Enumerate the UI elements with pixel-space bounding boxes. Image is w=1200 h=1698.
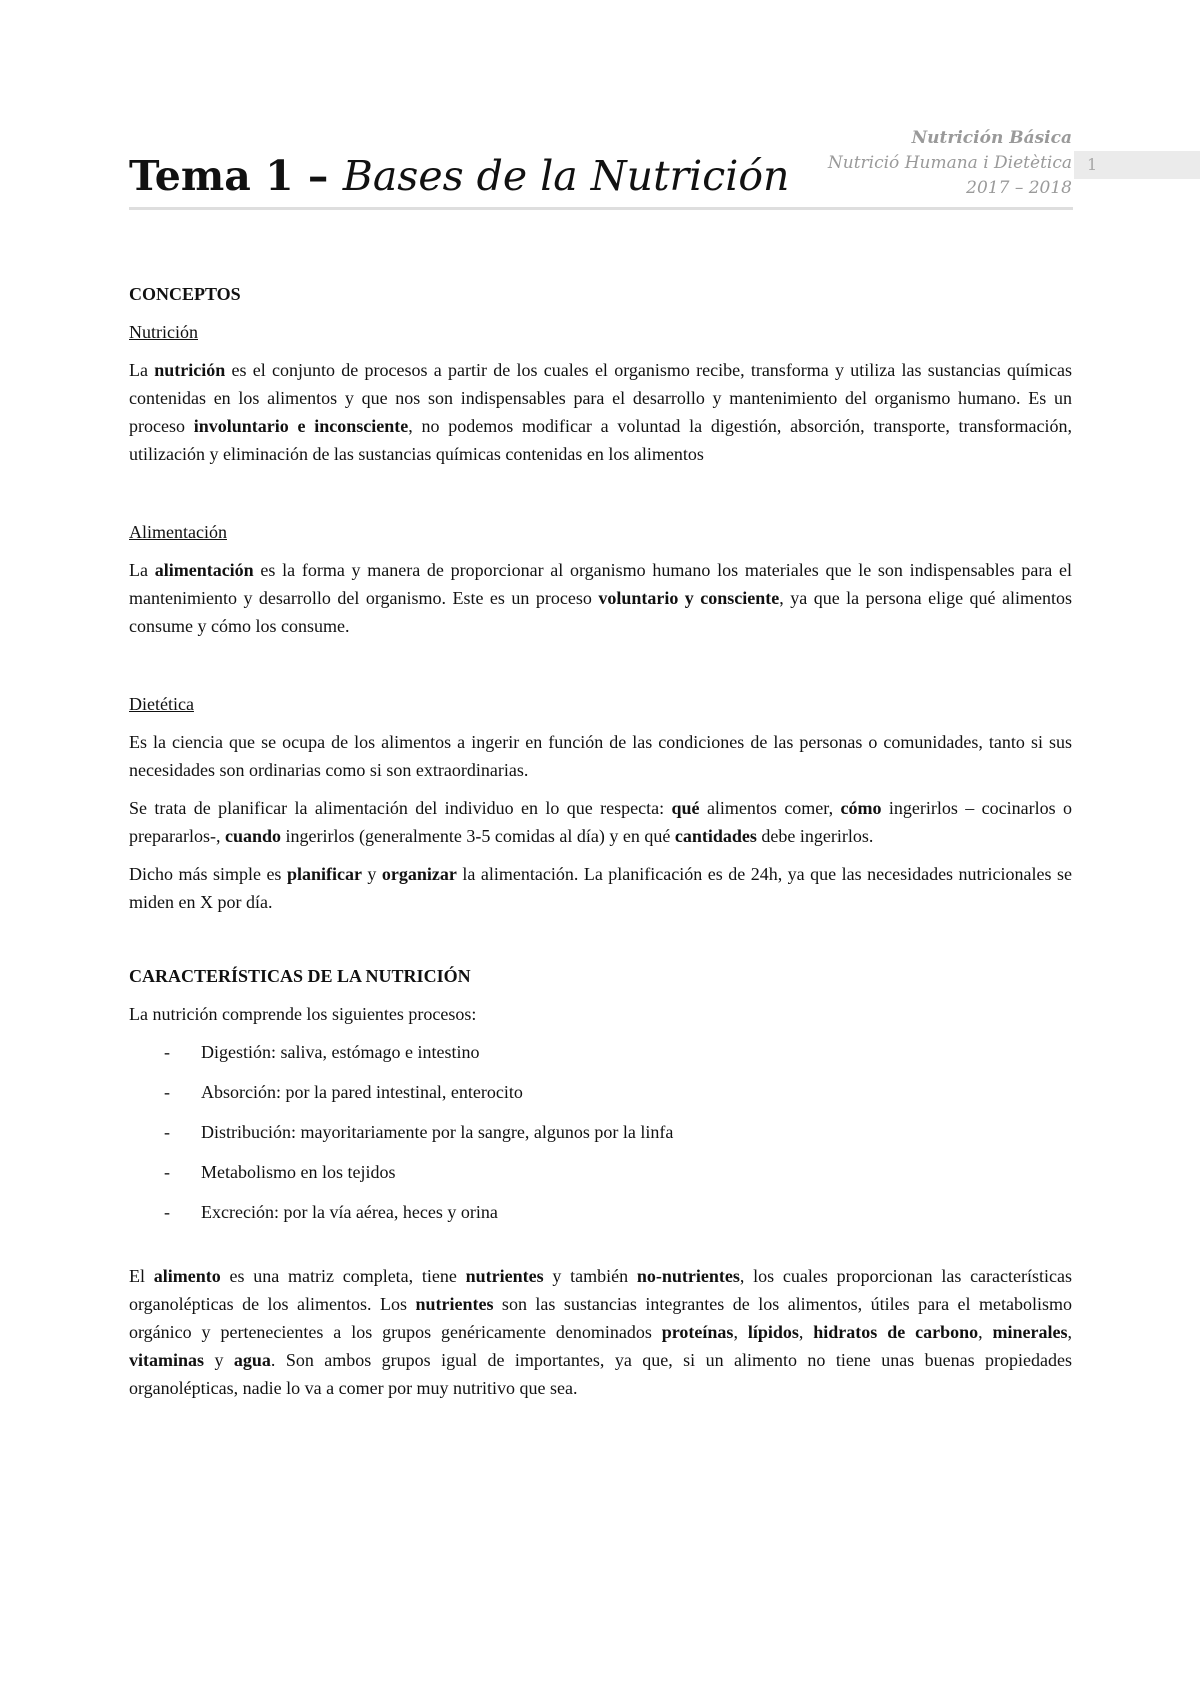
section-heading-caracteristicas: CARACTERÍSTICAS DE LA NUTRICIÓN [129,966,471,986]
process-list [129,1038,1072,1226]
paragraph-alimento: El alimento es una matriz completa, tiene nutrientes y también no-nutrientes, los cuales proporcionan las características organolépticas de los alimentos. Los nutrientes son las sustancias integrantes de los alimentos, útiles para el metabolismo orgánico y pertenecientes a los grupos genéricamente denominados proteínas, lípidos, hidratos de carbono, minerales, vitaminas y agua. Son ambos grupos igual de importantes, ya que, si un alimento no tiene unas buenas propiedades organolépticas, nadie lo va a comer por muy nutritivo que sea. [129,1266,1073,1398]
title-subtitle: Bases de la Nutrición [342,152,790,200]
list-item: - Distribución: mayoritariamente por la sangre, algunos por la linfa [129,1118,1072,1146]
subheading-dietetica: Dietética [129,694,194,714]
academic-year: 2017 – 2018 [966,178,1072,198]
list-bullet: - [164,1042,170,1062]
header-divider [129,207,1073,210]
list-bullet: - [164,1082,170,1102]
paragraph-dietetica-1: Es la ciencia que se ocupa de los alimentos a ingerir en función de las condiciones de las personas o comunidades, tanto si sus necesidades son ordinarias como si son extraordinarias. [129,732,1072,780]
title-separator: – [293,152,343,200]
paragraph-nutricion: La nutrición es el conjunto de procesos a partir de los cuales el organismo recibe, transforma y utiliza las sustancias químicas contenidas en los alimentos y que nos son indispensables para el desarrollo y mantenimiento del organismo humano. Es un proceso involuntario e inconsciente, no podemos modificar a voluntad la digestión, absorción, transporte, transformación, utilización y eliminación de las sustancias químicas contenidas en los alimentos [129,360,1073,464]
list-item: - Digestión: saliva, estómago e intestino [129,1038,1072,1066]
paragraph-dietetica-3: Dicho más simple es planificar y organizar la alimentación. La planificación es de 24h, ya que las necesidades nutricionales se miden en X por día. [129,864,1073,912]
subheading-nutricion: Nutrición [129,322,198,342]
page-number: 1 [1087,155,1098,174]
list-bullet: - [164,1202,170,1222]
course-name: Nutrición Básica [911,128,1072,148]
degree-name: Nutrició Humana i Dietètica [827,153,1072,173]
paragraph-dietetica-2: Se trata de planificar la alimentación del individuo en lo que respecta: qué alimentos comer, cómo ingerirlos – cocinarlos o prepararlos-, cuando ingerirlos (generalmente 3-5 comidas al día) y en qué cantidades debe ingerirlos. [129,798,1072,846]
paragraph-alimentacion: La alimentación es la forma y manera de proporcionar al organismo humano los materiales que le son indispensables para el mantenimiento y desarrollo del organismo. Este es un proceso voluntario y consciente, ya que la persona elige qué alimentos consume y cómo los consume. [129,560,1073,636]
page-number-tab [1074,151,1200,179]
list-bullet: - [164,1162,170,1182]
list-bullet: - [164,1122,170,1142]
section-heading-conceptos: CONCEPTOS [129,284,241,304]
subheading-alimentacion: Alimentación [129,522,227,542]
list-item: - Metabolismo en los tejidos [129,1158,1072,1186]
document-body [129,280,1072,1402]
list-item: - Absorción: por la pared intestinal, enterocito [129,1078,1072,1106]
header-meta [828,126,1072,201]
title-main: Tema 1 [129,152,294,200]
page-title [129,148,789,204]
paragraph-caracteristicas-intro: La nutrición comprende los siguientes procesos: [129,1004,477,1024]
list-item: - Excreción: por la vía aérea, heces y orina [129,1198,1072,1226]
